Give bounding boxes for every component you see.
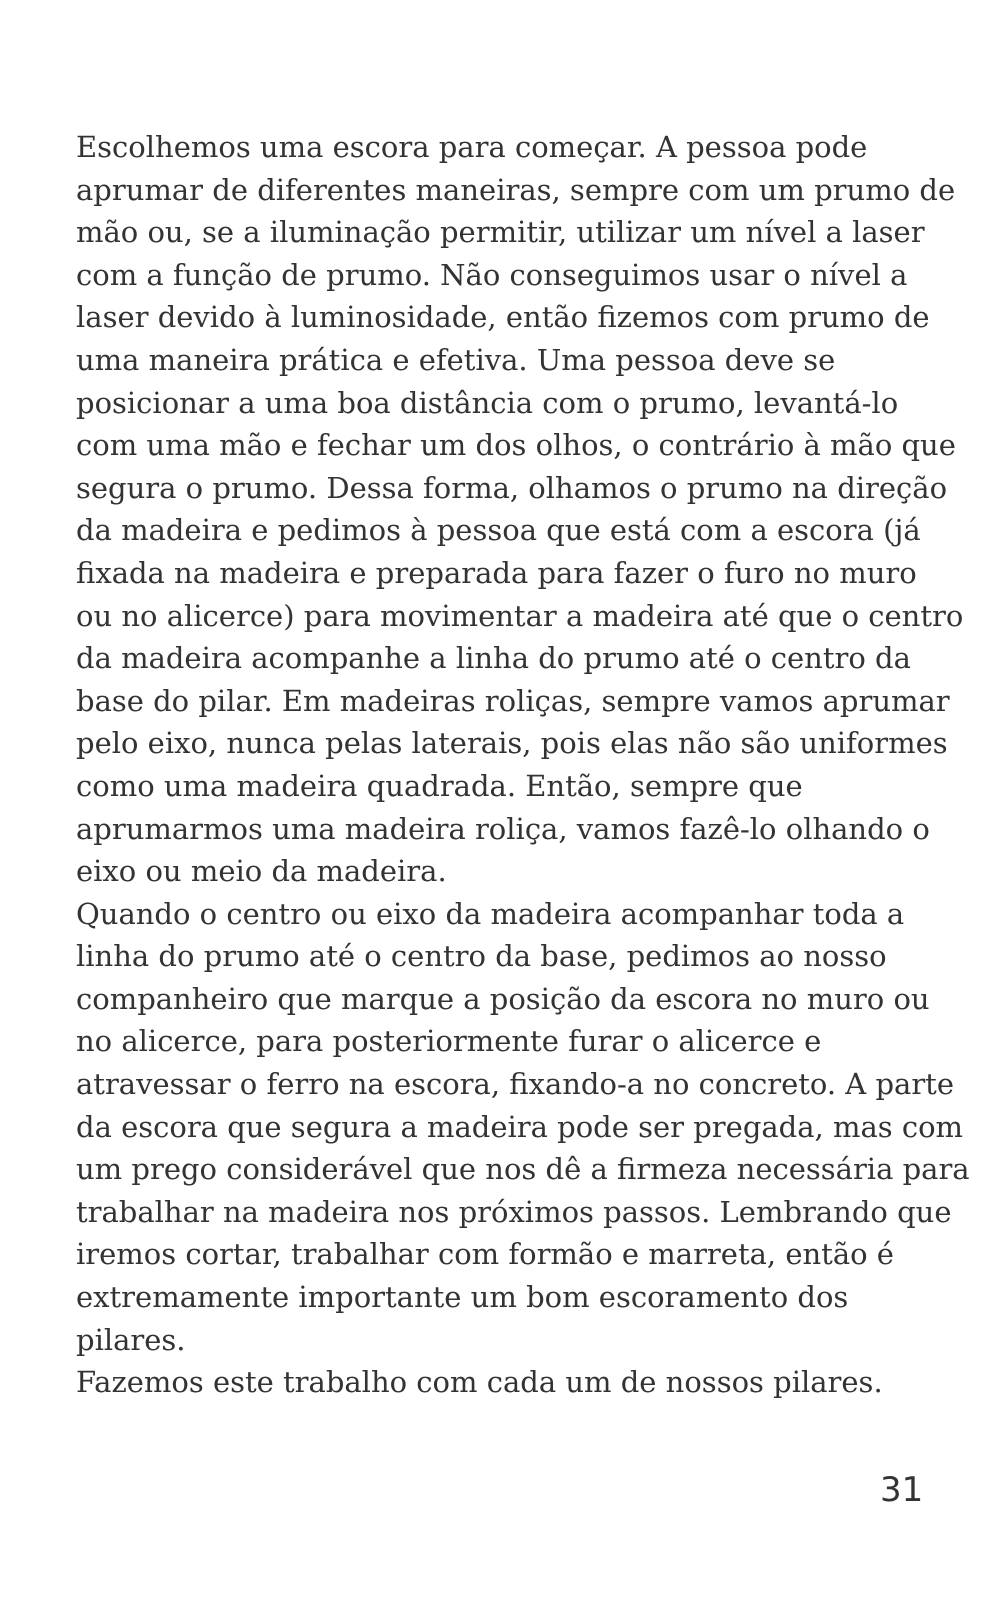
text-line: Fazemos este trabalho com cada um de nossos pilares. <box>76 1365 883 1400</box>
text-line: extremamente importante um bom escoramento dos <box>76 1280 849 1315</box>
text-line: fixada na madeira e preparada para fazer o furo no muro <box>76 555 917 590</box>
text-line: atravessar o ferro na escora, fixando-a no concreto. A parte <box>76 1067 955 1102</box>
text-line: no alicerce, para posteriormente furar o alicerce e <box>76 1024 822 1059</box>
text-line: Quando o centro ou eixo da madeira acompanhar toda a <box>76 896 905 931</box>
text-line: mão ou, se a iluminação permitir, utilizar um nível a laser <box>76 215 925 250</box>
text-line: com uma mão e fechar um dos olhos, o contrário à mão que <box>76 428 956 463</box>
text-line: segura o prumo. Dessa forma, olhamos o prumo na direção <box>76 470 948 505</box>
text-line: laser devido à luminosidade, então fizemos com prumo de <box>76 300 930 335</box>
text-line: eixo ou meio da madeira. <box>76 854 447 889</box>
text-line: base do pilar. Em madeiras roliças, sempre vamos aprumar <box>76 683 950 718</box>
text-line: da escora que segura a madeira pode ser pregada, mas com <box>76 1109 964 1144</box>
text-line: um prego considerável que nos dê a firmeza necessária para <box>76 1152 970 1187</box>
text-line: da madeira acompanhe a linha do prumo até o centro da <box>76 641 911 676</box>
text-line: posicionar a uma boa distância com o prumo, levantá-lo <box>76 385 899 420</box>
text-line: aprumarmos uma madeira roliça, vamos fazê-lo olhando o <box>76 811 930 846</box>
text-line: pelo eixo, nunca pelas laterais, pois elas não são uniformes <box>76 726 948 761</box>
text-line: linha do prumo até o centro da base, pedimos ao nosso <box>76 939 887 974</box>
text-line: com a função de prumo. Não conseguimos usar o nível a <box>76 257 908 292</box>
text-line: trabalhar na madeira nos próximos passos. Lembrando que <box>76 1194 952 1229</box>
page-number: 31 <box>880 1470 924 1510</box>
text-line: como uma madeira quadrada. Então, sempre que <box>76 768 803 803</box>
body-text <box>76 126 970 1404</box>
text-line: uma maneira prática e efetiva. Uma pessoa deve se <box>76 342 836 377</box>
text-line: ou no alicerce) para movimentar a madeira até que o centro <box>76 598 964 633</box>
text-line: Escolhemos uma escora para começar. A pessoa pode <box>76 130 868 164</box>
text-line: pilares. <box>76 1322 186 1357</box>
text-line: aprumar de diferentes maneiras, sempre com um prumo de <box>76 172 956 207</box>
text-line: da madeira e pedimos à pessoa que está com a escora (já <box>76 513 921 548</box>
text-line: iremos cortar, trabalhar com formão e marreta, então é <box>76 1237 894 1272</box>
text-line: companheiro que marque a posição da escora no muro ou <box>76 981 930 1016</box>
